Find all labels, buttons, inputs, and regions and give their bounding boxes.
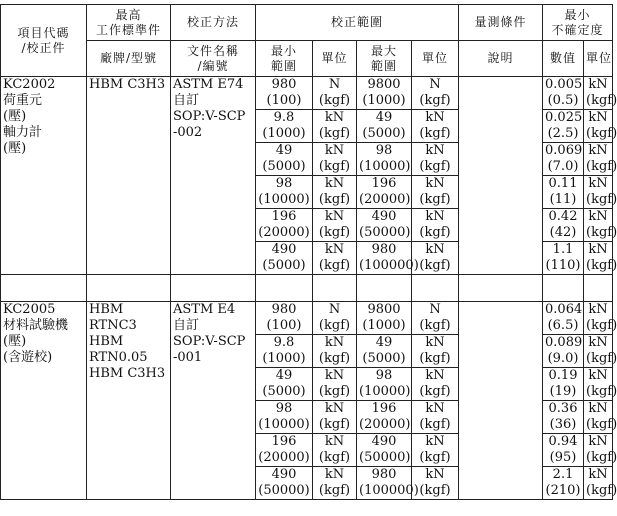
note-cell (459, 302, 543, 500)
max-unit-alt: (kgf) (419, 318, 451, 333)
max-range-alt: (5000) (362, 126, 406, 141)
uncertainty-unit-cell (584, 302, 617, 335)
min-range-cell (256, 242, 313, 275)
min-unit-alt: (kgf) (318, 258, 351, 273)
max-range-value: 49 (375, 335, 393, 350)
header-min-range (256, 41, 313, 77)
uncertainty-value: 0.11 (548, 176, 578, 191)
max-unit-alt: (kgf) (419, 450, 451, 465)
max-range-cell (357, 302, 412, 335)
max-unit-cell (412, 77, 459, 110)
min-unit-alt: (kgf) (318, 450, 351, 465)
method-line: SOP:V-SCP (173, 109, 246, 124)
min-range-value: 490 (271, 242, 297, 257)
min-unit-cell (313, 143, 357, 176)
min-range-cell (256, 209, 313, 242)
max-unit-cell (412, 434, 459, 467)
uncertainty-unit-value: kN (588, 242, 608, 257)
max-unit-alt: (kgf) (419, 417, 451, 432)
uncertainty-value-cell (543, 77, 584, 110)
max-unit-cell (412, 176, 459, 209)
uncertainty-unit-alt: (kgf) (586, 192, 617, 207)
uncertainty-value-cell (543, 368, 584, 401)
min-unit-cell (313, 77, 357, 110)
uncertainty-value: 0.36 (548, 401, 578, 416)
min-range-alt: (5000) (262, 258, 306, 273)
min-unit-value: kN (324, 110, 345, 125)
item-code-line: KC2005 (3, 302, 56, 317)
separator-cell (357, 275, 412, 302)
header-note: 說明 (459, 41, 543, 77)
min-unit-alt: (kgf) (318, 159, 351, 174)
max-range-alt: (1000) (362, 318, 406, 333)
uncertainty-alt: (19) (549, 384, 577, 399)
min-unit-value: kN (324, 209, 345, 224)
uncertainty-unit-value: kN (588, 434, 608, 449)
max-unit-cell (412, 242, 459, 275)
header-uncertainty-b: 不確定度 (551, 22, 604, 37)
uncertainty-value-cell (543, 302, 584, 335)
min-unit-alt: (kgf) (318, 126, 351, 141)
method-line: ASTM E74 (173, 77, 244, 92)
uncertainty-unit-value: kN (588, 209, 608, 224)
table-header (1, 5, 613, 77)
header-conditions: 量測條件 (459, 5, 543, 41)
min-range-value: 196 (271, 209, 297, 224)
max-unit-alt: (kgf) (419, 384, 451, 399)
header-max-range-a: 最大 (370, 43, 397, 58)
uncertainty-value: 0.025 (545, 110, 583, 125)
item-code-line: (壓) (3, 109, 27, 124)
method-line: ASTM E4 (173, 302, 236, 317)
min-range-alt: (5000) (262, 159, 306, 174)
min-unit-alt: (kgf) (318, 225, 351, 240)
min-unit-cell (313, 209, 357, 242)
uncertainty-unit-cell (584, 77, 617, 110)
max-range-value: 490 (371, 209, 397, 224)
min-unit-alt: (kgf) (318, 318, 351, 333)
uncertainty-alt: (11) (549, 192, 577, 207)
max-unit-cell (412, 110, 459, 143)
standard-line: HBM (89, 302, 124, 317)
uncertainty-value: 0.19 (548, 368, 578, 383)
calibration-table (0, 4, 617, 500)
header-doc-name-b: /編號 (197, 58, 229, 73)
max-range-alt: (5000) (362, 351, 406, 366)
max-unit-value: kN (425, 110, 445, 125)
standard-line: HBM (89, 334, 124, 349)
min-range-value: 980 (271, 302, 297, 317)
header-doc-name-a: 文件名稱 (186, 43, 239, 58)
uncertainty-unit-value: kN (588, 143, 608, 158)
min-unit-value: N (328, 302, 341, 317)
uncertainty-value-cell (543, 434, 584, 467)
standard-line: HBM C3H3 (89, 366, 166, 381)
uncertainty-alt: (7.0) (547, 159, 579, 174)
max-range-value: 98 (375, 368, 393, 383)
min-unit-alt: (kgf) (318, 483, 351, 498)
min-range-value: 98 (275, 401, 293, 416)
header-uncert-unit: 單位 (584, 41, 613, 77)
uncertainty-unit-cell (584, 401, 617, 434)
header-min-unit: 單位 (313, 41, 357, 77)
min-range-cell (256, 467, 313, 500)
max-unit-alt: (kgf) (419, 351, 451, 366)
max-unit-value: N (429, 77, 441, 92)
max-range-cell (357, 467, 419, 500)
uncertainty-alt: (42) (549, 225, 577, 240)
min-range-cell (256, 335, 313, 368)
min-unit-alt: (kgf) (318, 192, 351, 207)
min-range-alt: (5000) (262, 384, 306, 399)
min-unit-cell (313, 302, 357, 335)
min-unit-cell (313, 176, 357, 209)
max-unit-alt: (kgf) (419, 126, 451, 141)
max-unit-value: kN (425, 209, 445, 224)
uncertainty-unit-alt: (kgf) (586, 93, 617, 108)
standard-line: HBM C3H3 (89, 77, 166, 92)
max-range-cell (357, 110, 412, 143)
separator-cell (459, 275, 543, 302)
max-range-value: 980 (371, 467, 397, 482)
max-unit-value: kN (425, 401, 445, 416)
min-unit-cell (313, 110, 357, 143)
min-range-alt: (50000) (258, 483, 310, 498)
min-range-value: 196 (271, 434, 297, 449)
uncertainty-value-cell (543, 335, 584, 368)
uncertainty-value: 0.005 (545, 77, 583, 92)
uncertainty-alt: (9.0) (547, 351, 579, 366)
method-line: SOP:V-SCP (173, 334, 246, 349)
max-unit-cell (412, 368, 459, 401)
item-code-line: KC2002 (3, 77, 56, 92)
uncertainty-unit-alt: (kgf) (586, 258, 617, 273)
max-unit-cell (412, 401, 459, 434)
uncertainty-unit-cell (584, 110, 617, 143)
separator-cell (543, 275, 584, 302)
uncertainty-unit-cell (584, 143, 617, 176)
uncertainty-unit-value: kN (588, 401, 608, 416)
min-unit-value: kN (324, 335, 345, 350)
max-unit-value: N (429, 302, 441, 317)
max-range-value: 490 (371, 434, 397, 449)
header-min-range-a: 最小 (270, 43, 297, 58)
max-unit-alt: (kgf) (419, 93, 451, 108)
min-unit-value: kN (324, 368, 345, 383)
max-unit-cell (412, 209, 459, 242)
min-unit-value: kN (324, 176, 345, 191)
min-unit-alt: (kgf) (318, 351, 351, 366)
min-unit-alt: (kgf) (318, 417, 351, 432)
uncertainty-alt: (0.5) (547, 93, 579, 108)
min-range-cell (256, 176, 313, 209)
min-unit-cell (313, 335, 357, 368)
uncertainty-unit-alt: (kgf) (586, 417, 617, 432)
uncertainty-alt: (110) (545, 258, 581, 273)
uncertainty-unit-alt: (kgf) (586, 351, 617, 366)
min-range-cell (256, 302, 313, 335)
max-range-value: 9800 (367, 302, 401, 317)
max-unit-alt: (kgf) (419, 258, 451, 273)
min-range-value: 9.8 (273, 335, 295, 350)
max-range-value: 196 (371, 176, 397, 191)
min-range-value: 980 (271, 77, 297, 92)
max-unit-value: kN (425, 434, 445, 449)
max-unit-value: kN (425, 368, 445, 383)
header-method: 校正方法 (171, 5, 256, 41)
max-unit-value: kN (425, 467, 445, 482)
uncertainty-unit-value: kN (588, 110, 608, 125)
uncertainty-unit-alt: (kgf) (586, 450, 617, 465)
max-range-cell (357, 176, 412, 209)
header-doc-name (171, 41, 256, 77)
note-cell (459, 77, 543, 275)
uncertainty-unit-value: kN (588, 335, 608, 350)
uncertainty-unit-value: kN (588, 77, 608, 92)
uncertainty-unit-cell (584, 368, 617, 401)
min-range-value: 49 (275, 143, 293, 158)
group-separator (1, 275, 613, 302)
min-range-alt: (1000) (262, 126, 306, 141)
header-max-standard-a: 最高 (115, 7, 142, 22)
uncertainty-unit-value: kN (588, 467, 608, 482)
header-max-unit: 單位 (412, 41, 459, 77)
max-range-alt: (10000) (359, 384, 411, 399)
max-range-alt: (50000) (359, 450, 411, 465)
max-range-cell (357, 335, 412, 368)
max-unit-alt: (kgf) (419, 192, 451, 207)
max-unit-value: kN (425, 176, 445, 191)
uncertainty-unit-alt: (kgf) (586, 159, 617, 174)
min-unit-value: kN (324, 434, 345, 449)
header-min-range-b: 範圍 (270, 58, 297, 73)
separator-cell (313, 275, 357, 302)
uncertainty-unit-alt: (kgf) (586, 483, 617, 498)
uncertainty-alt: (6.5) (547, 318, 579, 333)
min-range-value: 9.8 (273, 110, 295, 125)
header-value: 數值 (543, 41, 584, 77)
item-code-line: 荷重元 (3, 93, 43, 108)
header-max-standard-b: 工作標準件 (95, 22, 161, 37)
min-unit-cell (313, 401, 357, 434)
max-unit-value: kN (425, 143, 445, 158)
min-range-alt: (1000) (262, 351, 306, 366)
uncertainty-alt: (95) (549, 450, 577, 465)
max-range-alt: (1000) (362, 93, 406, 108)
min-range-alt: (100) (266, 93, 302, 108)
method-line: 自訂 (173, 93, 200, 108)
header-max-range-b: 範圍 (370, 58, 397, 73)
min-unit-value: kN (324, 143, 345, 158)
separator-cell (171, 275, 256, 302)
min-range-cell (256, 368, 313, 401)
uncertainty-unit-value: kN (588, 368, 608, 383)
uncertainty-alt: (2.5) (547, 126, 579, 141)
method-cell (171, 77, 256, 275)
max-range-cell (357, 401, 412, 434)
uncertainty-alt: (210) (545, 483, 581, 498)
max-range-value: 98 (375, 143, 393, 158)
max-range-alt: (100000) (359, 258, 419, 273)
uncertainty-unit-alt: (kgf) (586, 126, 617, 141)
item-code-line: 軸力計 (3, 125, 43, 140)
uncertainty-value: 0.069 (545, 143, 583, 158)
header-item-code (1, 5, 87, 77)
min-unit-value: N (328, 77, 341, 92)
uncertainty-value-cell (543, 209, 584, 242)
uncertainty-value-cell (543, 401, 584, 434)
uncertainty-unit-cell (584, 434, 617, 467)
item-code-line: 材料試驗機 (3, 318, 69, 333)
max-range-value: 196 (371, 401, 397, 416)
uncertainty-unit-alt: (kgf) (586, 384, 617, 399)
min-unit-value: kN (324, 467, 345, 482)
uncertainty-value-cell (543, 242, 584, 275)
uncertainty-value: 0.42 (548, 209, 578, 224)
min-range-cell (256, 110, 313, 143)
min-unit-value: kN (324, 242, 345, 257)
min-range-value: 98 (275, 176, 293, 191)
min-unit-value: kN (324, 401, 345, 416)
standard-line: RTN0.05 (89, 350, 148, 365)
header-cal-item-label: /校正件 (21, 40, 66, 55)
item-code-cell (1, 77, 87, 275)
max-range-cell (357, 143, 412, 176)
uncertainty-unit-cell (584, 335, 617, 368)
max-range-value: 49 (375, 110, 393, 125)
max-range-alt: (100000) (359, 483, 419, 498)
item-code-line: (壓) (3, 141, 27, 156)
min-range-value: 49 (275, 368, 293, 383)
header-brand-model: 廠牌/型號 (87, 41, 171, 77)
max-unit-value: kN (425, 335, 445, 350)
method-line: -001 (173, 350, 203, 365)
min-range-alt: (10000) (258, 192, 310, 207)
max-range-alt: (50000) (359, 225, 411, 240)
item-code-line: (含遊校) (3, 350, 53, 365)
max-range-cell (357, 434, 412, 467)
max-range-alt: (20000) (359, 417, 411, 432)
min-range-cell (256, 434, 313, 467)
max-unit-cell (412, 302, 459, 335)
table-row (1, 77, 613, 110)
max-unit-cell (412, 335, 459, 368)
item-code-line: (壓) (3, 334, 27, 349)
max-range-alt: (20000) (359, 192, 411, 207)
max-range-cell (357, 77, 412, 110)
min-unit-alt: (kgf) (318, 384, 351, 399)
standard-cell (87, 302, 171, 500)
uncertainty-value: 0.064 (545, 302, 583, 317)
uncertainty-value-cell (543, 110, 584, 143)
min-unit-cell (313, 242, 357, 275)
uncertainty-unit-alt: (kgf) (586, 318, 617, 333)
header-uncertainty-a: 最小 (564, 7, 591, 22)
header-max-range (357, 41, 412, 77)
uncertainty-value: 0.089 (545, 335, 583, 350)
uncertainty-unit-cell (584, 242, 617, 275)
min-range-cell (256, 143, 313, 176)
uncertainty-unit-value: kN (588, 176, 608, 191)
item-code-cell (1, 302, 87, 500)
min-range-alt: (20000) (258, 450, 310, 465)
min-range-cell (256, 77, 313, 110)
separator-cell (256, 275, 313, 302)
max-unit-alt: (kgf) (419, 483, 451, 498)
max-unit-value: kN (425, 242, 445, 257)
max-unit-alt: (kgf) (419, 225, 451, 240)
uncertainty-alt: (36) (549, 417, 577, 432)
uncertainty-value-cell (543, 467, 584, 500)
uncertainty-value-cell (543, 176, 584, 209)
max-range-value: 980 (371, 242, 397, 257)
min-range-alt: (100) (266, 318, 302, 333)
method-cell (171, 302, 256, 500)
min-unit-alt: (kgf) (318, 93, 351, 108)
uncertainty-unit-value: kN (588, 302, 608, 317)
header-range: 校正範圍 (256, 5, 459, 41)
min-range-cell (256, 401, 313, 434)
uncertainty-value: 1.1 (552, 242, 574, 257)
max-range-alt: (10000) (359, 159, 411, 174)
min-range-alt: (10000) (258, 417, 310, 432)
separator-cell (87, 275, 171, 302)
uncertainty-unit-cell (584, 209, 617, 242)
header-item-code-label: 項目代碼 (17, 25, 70, 40)
max-unit-cell (412, 467, 459, 500)
method-line: 自訂 (173, 318, 200, 333)
uncertainty-unit-alt: (kgf) (586, 225, 617, 240)
table-row (1, 302, 613, 335)
separator-cell (1, 275, 87, 302)
uncertainty-unit-cell (584, 176, 617, 209)
max-unit-cell (412, 143, 459, 176)
max-range-value: 9800 (367, 77, 401, 92)
uncertainty-value: 0.94 (548, 434, 578, 449)
min-unit-cell (313, 368, 357, 401)
uncertainty-unit-cell (584, 467, 617, 500)
max-unit-alt: (kgf) (419, 159, 451, 174)
separator-cell (412, 275, 459, 302)
min-unit-cell (313, 467, 357, 500)
min-range-value: 490 (271, 467, 297, 482)
standard-line: RTNC3 (89, 318, 137, 333)
method-line: -002 (173, 125, 203, 140)
min-unit-cell (313, 434, 357, 467)
separator-cell (584, 275, 613, 302)
max-range-cell (357, 368, 412, 401)
max-range-cell (357, 209, 412, 242)
header-max-standard (87, 5, 171, 41)
table-body (1, 77, 617, 500)
max-range-cell (357, 242, 419, 275)
min-range-alt: (20000) (258, 225, 310, 240)
uncertainty-value: 2.1 (552, 467, 574, 482)
header-uncertainty (543, 5, 613, 41)
standard-cell (87, 77, 171, 275)
uncertainty-value-cell (543, 143, 584, 176)
